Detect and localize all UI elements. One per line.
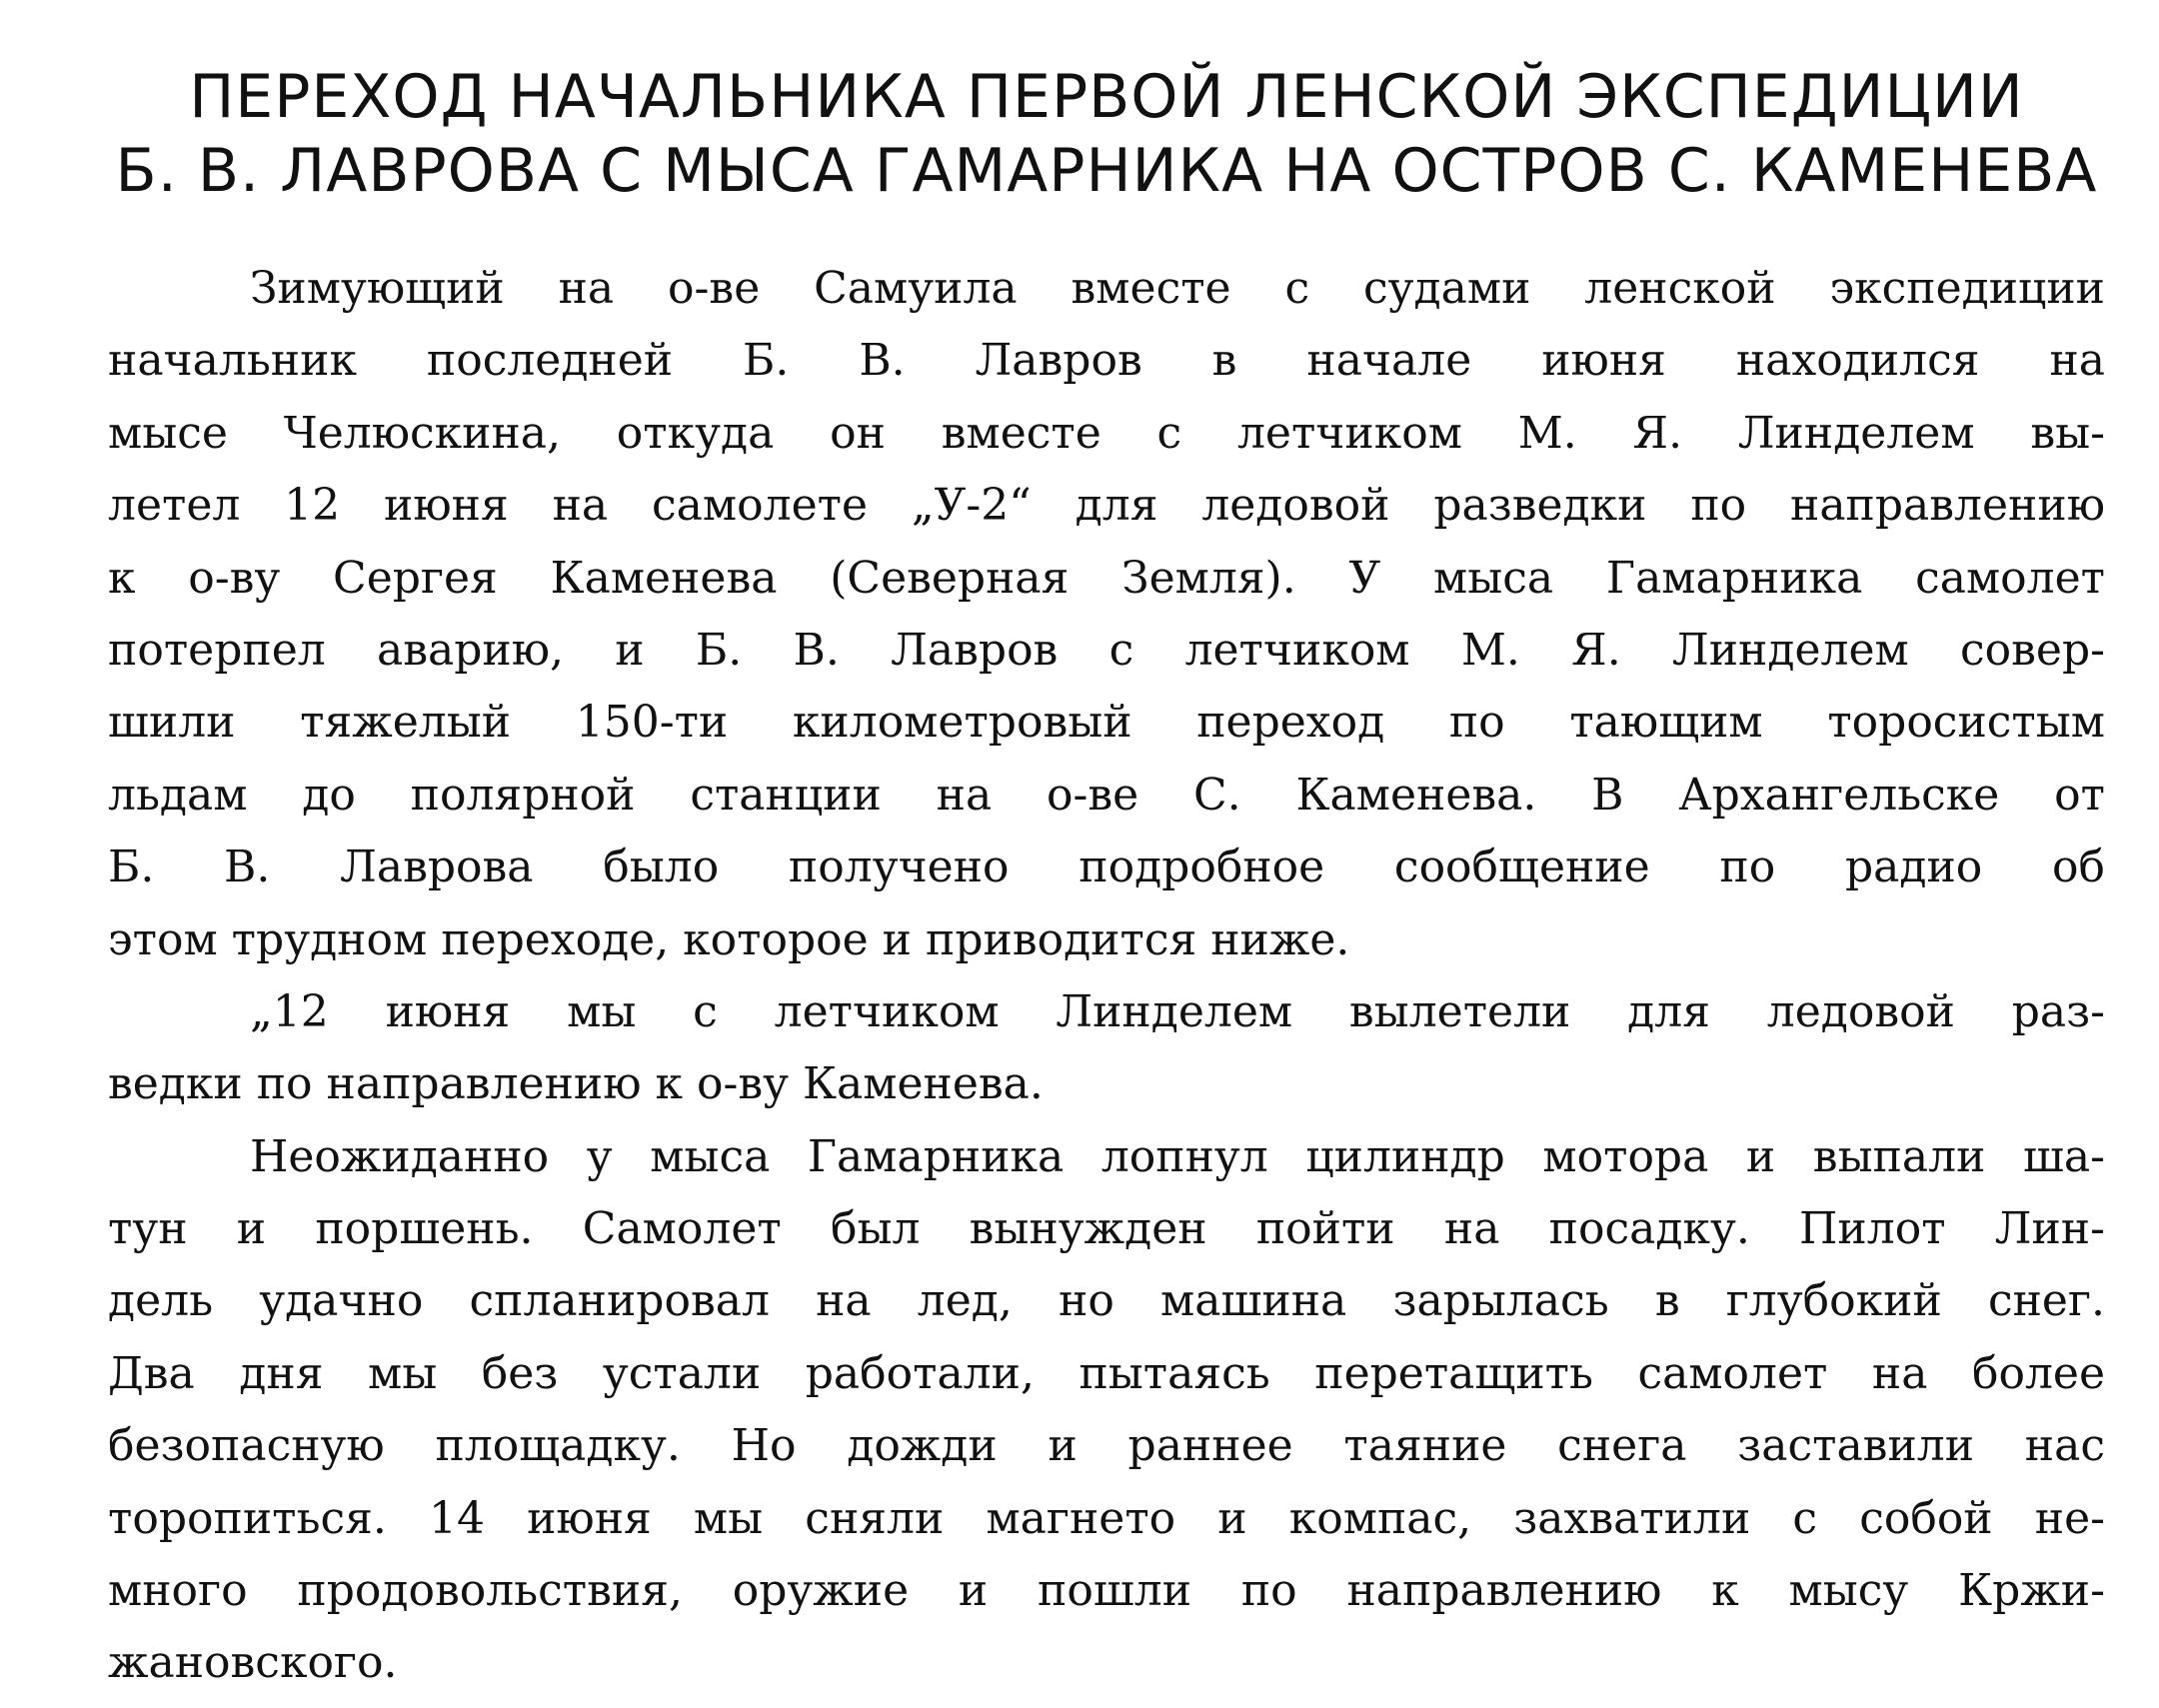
text-line: мысе Челюскина, откуда он вместе с летчиком М. Я. Линделем вы- [108, 407, 2105, 459]
document-page [108, 60, 2105, 1689]
text-line: дель удачно спланировал на лед, но машина зарылась в глубокий снег. [108, 1275, 2105, 1327]
text-line: шили тяжелый 150-ти километровый переход по тающим торосистым [108, 697, 2105, 749]
text-line: Б. В. Лаврова было получено подробное сообщение по радио об [108, 842, 2105, 893]
text-line: „12 июня мы с летчиком Линделем вылетели для ледовой раз- [250, 985, 2105, 1037]
title-line-1: ПЕРЕХОД НАЧАЛЬНИКА ПЕРВОЙ ЛЕНСКОЙ ЭКСПЕДИЦИИ [189, 62, 2024, 132]
text-line: много продовольствия, оружие и пошли по направлению к мысу Кржи- [108, 1565, 2105, 1617]
text-line: тун и поршень. Самолет был вынужден пойти на посадку. Пилот Лин- [108, 1203, 2105, 1255]
article-body [108, 253, 2105, 1700]
document-title [108, 60, 2105, 208]
text-line: безопасную площадку. Но дожди и раннее таяние снега заставили нас [108, 1420, 2105, 1472]
text-line: Зимующий на о-ве Самуила вместе с судами ленской экспедиции [250, 263, 2105, 314]
text-line: жановского. [108, 1637, 398, 1689]
text-line: к о-ву Сергея Каменева (Северная Земля). У мыса Гамарника самолет [108, 552, 2105, 604]
text-line: торопиться. 14 июня мы сняли магнето и компас, захватили с собой не- [108, 1492, 2105, 1544]
text-line: льдам до полярной станции на о-ве С. Каменева. В Архангельске от [108, 769, 2105, 821]
text-line: потерпел аварию, и Б. В. Лавров с летчиком М. Я. Линделем совер- [108, 624, 2105, 676]
title-line-2: Б. В. ЛАВРОВА С МЫСА ГАМАРНИКА НА ОСТРОВ С. КАМЕНЕВА [115, 136, 2098, 206]
text-line: этом трудном переходе, которое и приводится ниже. [108, 913, 1350, 965]
text-line: начальник последней Б. В. Лавров в начале июня находился на [108, 335, 2105, 387]
text-line: Неожиданно у мыса Гамарника лопнул цилиндр мотора и выпали ша- [250, 1130, 2105, 1182]
text-line: ведки по направлению к о-ву Каменева. [108, 1058, 1044, 1110]
text-line: Два дня мы без устали работали, пытаясь перетащить самолет на более [108, 1347, 2105, 1399]
text-line: летел 12 июня на самолете „У-2“ для ледовой разведки по направлению [108, 480, 2105, 532]
